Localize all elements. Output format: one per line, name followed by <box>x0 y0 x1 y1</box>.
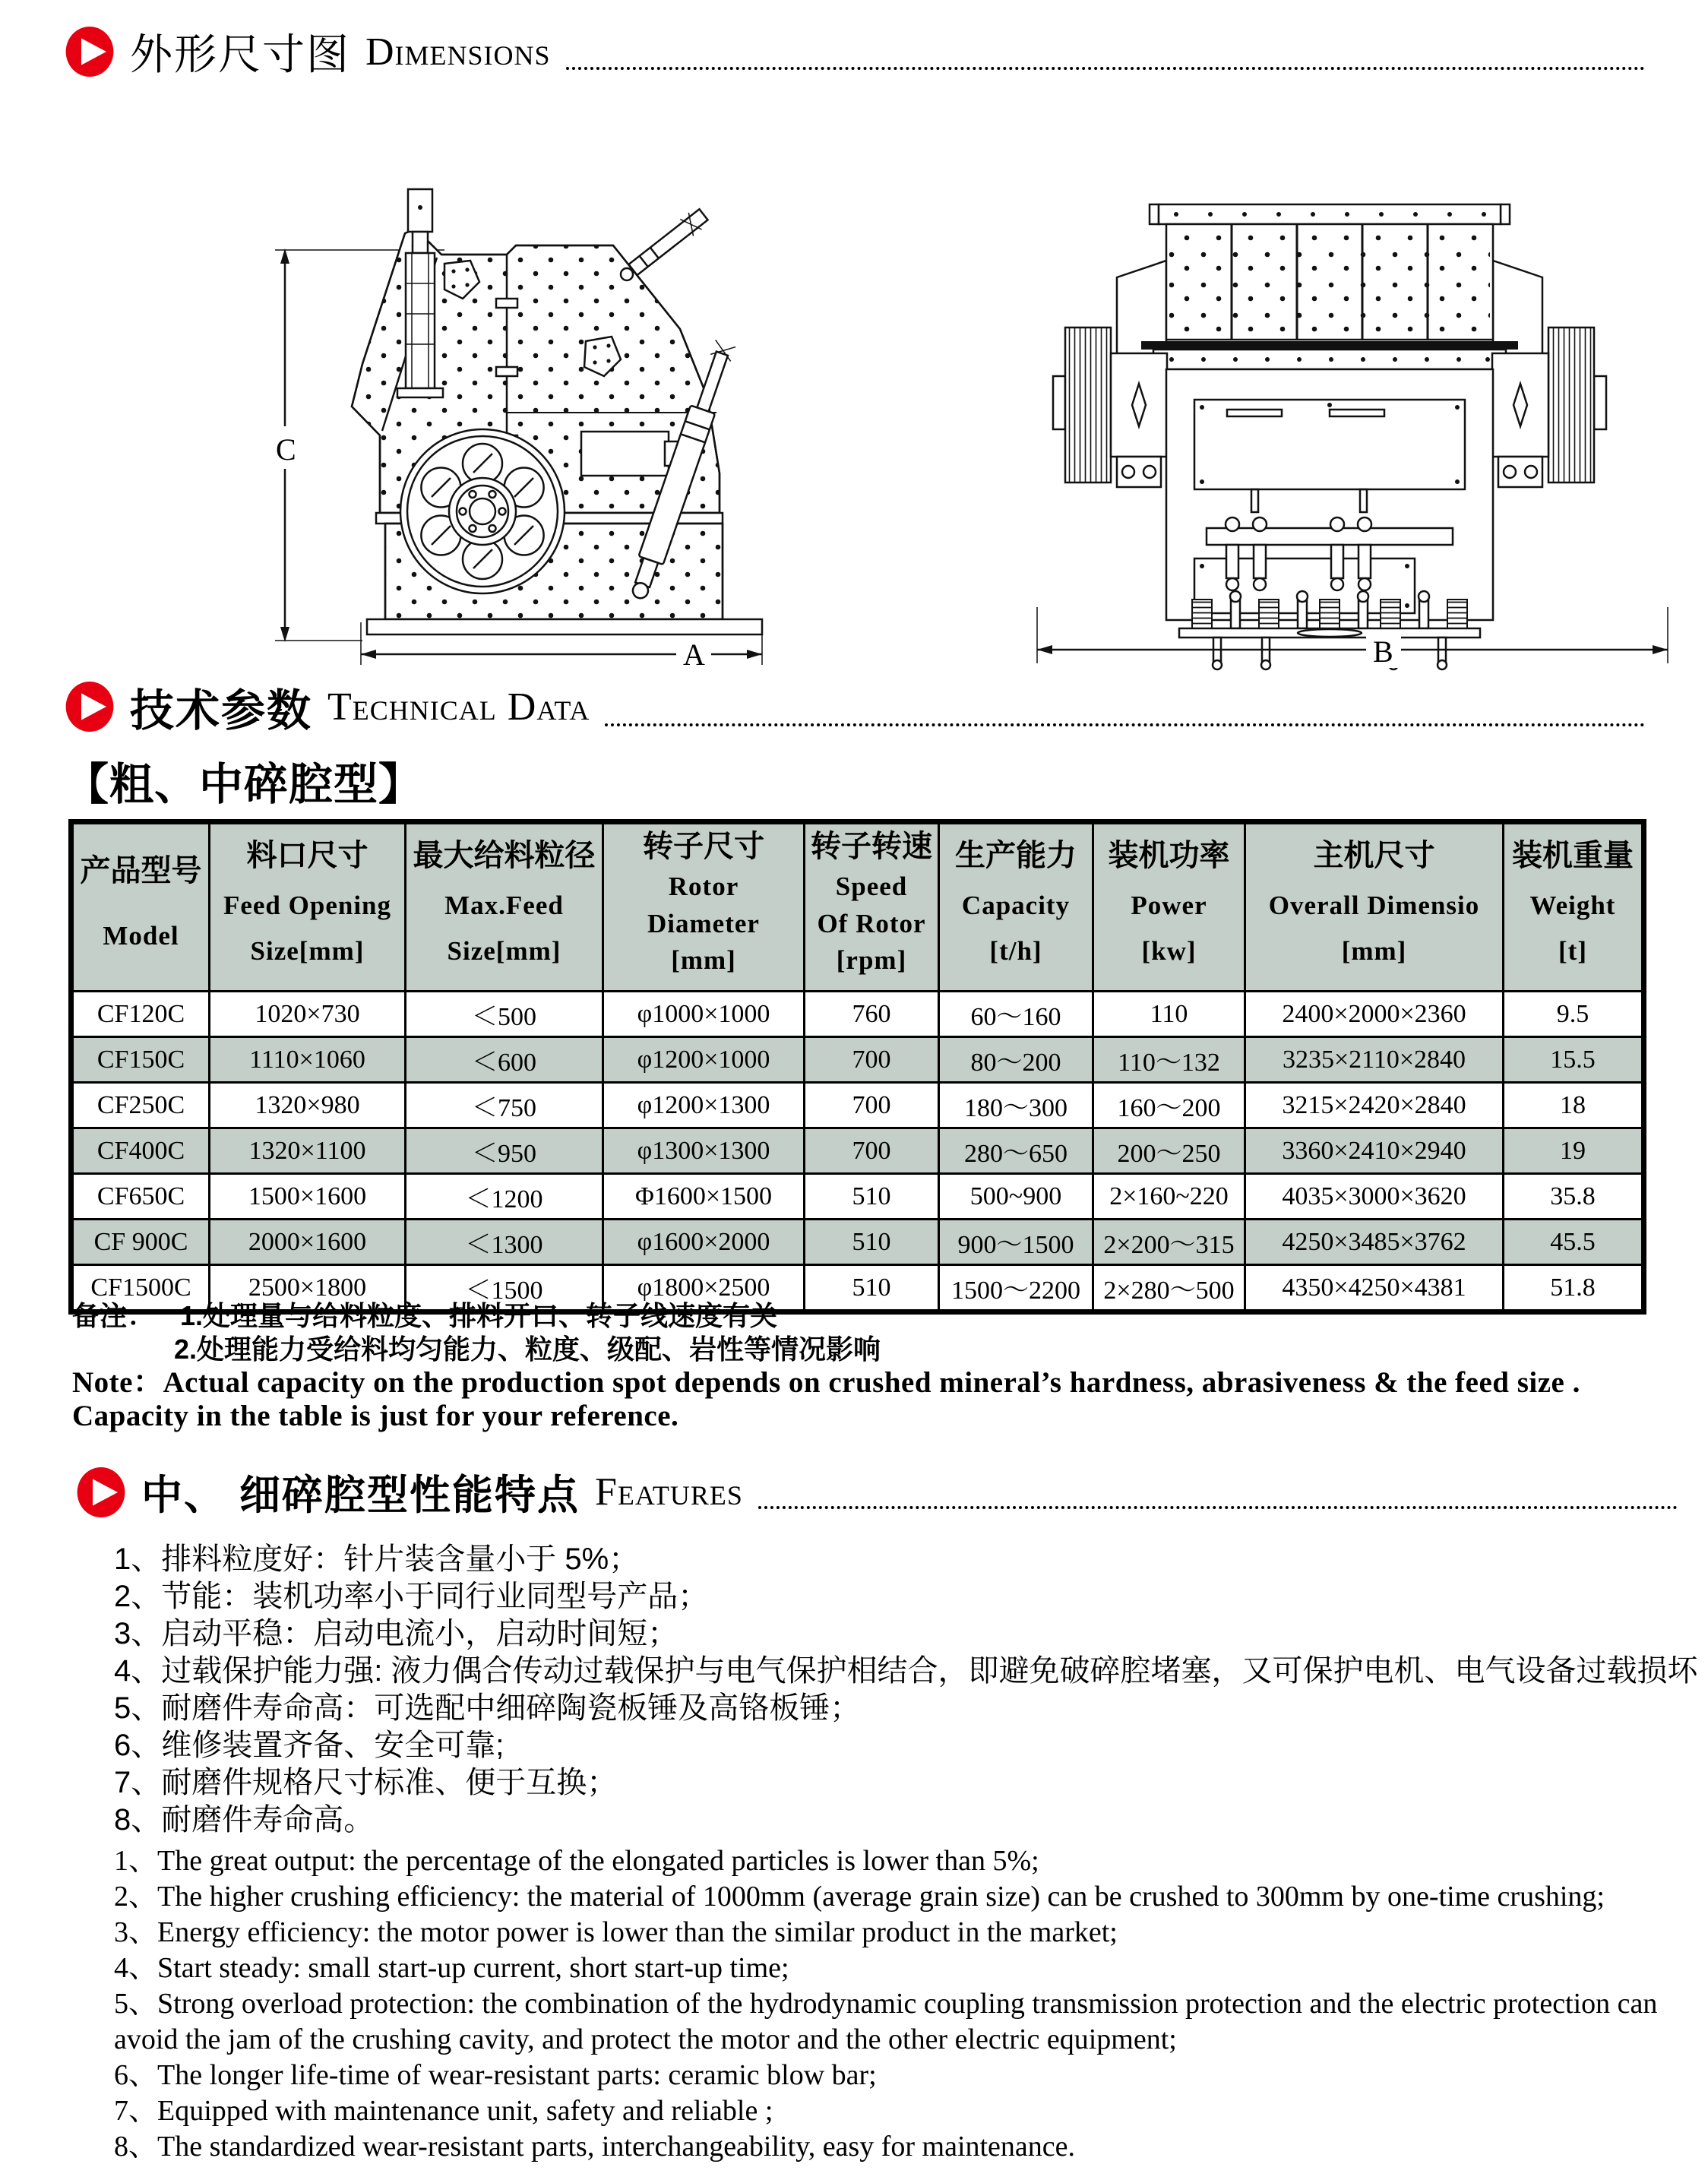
feature-item-en: 4、Start steady: small start-up current, short start-up time; <box>114 1952 789 1984</box>
feature-item-en: 8、The standardized wear-resistant parts, interchangeability, easy for maintenance. <box>114 2131 1076 2163</box>
table-cell: 3360×2410×2940 <box>1245 1128 1504 1174</box>
dim-label-c: C <box>276 432 296 467</box>
play-bullet-icon <box>76 1467 126 1517</box>
table-cell: φ1300×1300 <box>603 1128 805 1174</box>
column-header: 产品型号 Model <box>71 822 210 992</box>
feature-item-en: 5、Strong overload protection: the combination of the hydrodynamic coupling transmission protection and the electric protection can avoid the jam of the crushing cavity, and protect the motor and the other electric equipment; <box>114 1988 1658 2055</box>
table-cell: 1320×980 <box>210 1083 406 1128</box>
feature-item-zh: 4、过载保护能力强: 液力偶合传动过载保护与电气保护相结合，即避免破碎腔堵塞，又可保护电机、电气设备过载损坏 <box>114 1654 1698 1688</box>
side-view-drawing <box>255 185 786 671</box>
table-cell: 500~900 <box>939 1174 1093 1220</box>
table-cell: 60～160 <box>939 992 1093 1037</box>
table-cell: 1500～2200 <box>939 1265 1093 1312</box>
cavity-type-title: 【粗、中碎腔型】 <box>65 760 424 809</box>
table-cell: 510 <box>805 1220 939 1265</box>
table-cell: ＜950 <box>406 1128 603 1174</box>
table-row <box>71 1083 1644 1128</box>
table-cell: 700 <box>805 1128 939 1174</box>
table-cell: 700 <box>805 1083 939 1128</box>
table-cell: 2500×1800 <box>210 1265 406 1312</box>
feature-item-zh: 8、耐磨件寿命高。 <box>114 1803 375 1837</box>
feature-item-en: 1、The great output: the percentage of the elongated particles is lower than 5%; <box>114 1845 1039 1877</box>
notes-block <box>72 1299 1675 1433</box>
table-cell: 18 <box>1504 1083 1644 1128</box>
feature-item-zh: 7、耐磨件规格尺寸标准、便于互换； <box>114 1766 618 1799</box>
table-cell: 2400×2000×2360 <box>1245 992 1504 1037</box>
table-cell: 19 <box>1504 1128 1644 1174</box>
table-cell: 700 <box>805 1037 939 1083</box>
table-cell: 4035×3000×3620 <box>1245 1174 1504 1220</box>
table-row <box>71 1220 1644 1265</box>
table-cell: ＜600 <box>406 1037 603 1083</box>
table-cell: ＜1500 <box>406 1265 603 1312</box>
column-header: 生产能力 Capacity [t/h] <box>939 822 1093 992</box>
table-cell: CF400C <box>71 1128 210 1174</box>
table-cell: φ1000×1000 <box>603 992 805 1037</box>
table-cell: 110 <box>1093 992 1245 1037</box>
table-cell: 180～300 <box>939 1083 1093 1128</box>
table-cell: 51.8 <box>1504 1265 1644 1312</box>
table-row <box>71 992 1644 1037</box>
dimensions-title-en: Dimensions <box>365 30 551 74</box>
dotted-rule <box>758 1506 1678 1509</box>
table-cell: Φ1600×1500 <box>603 1174 805 1220</box>
table-cell: CF250C <box>71 1083 210 1128</box>
note-en-line1: Note：Actual capacity on the production spot depends on crushed mineral’s hardness, abrasiveness & the feed size . <box>72 1366 1580 1399</box>
table-cell: 35.8 <box>1504 1174 1644 1220</box>
table-cell: ＜1300 <box>406 1220 603 1265</box>
play-bullet-icon <box>65 682 115 732</box>
dim-label-b: B <box>1373 634 1393 669</box>
note-en-line2: Capacity in the table is just for your reference. <box>72 1400 679 1432</box>
table-row <box>71 1174 1644 1220</box>
feature-item-en: 7、Equipped with maintenance unit, safety and reliable ; <box>114 2095 773 2127</box>
technical-title-en: Technical Data <box>327 685 590 729</box>
table-cell: 1110×1060 <box>210 1037 406 1083</box>
table-cell: 3215×2420×2840 <box>1245 1083 1504 1128</box>
table-cell: 280～650 <box>939 1128 1093 1174</box>
table-cell: 1020×730 <box>210 992 406 1037</box>
features-title-en: Features <box>595 1470 743 1514</box>
feature-item-en: 2、The higher crushing efficiency: the material of 1000mm (average grain size) can be crushed to 300mm by one-time crushing; <box>114 1881 1605 1913</box>
feature-item-zh: 1、排料粒度好：针片装含量小于 5%； <box>114 1542 640 1576</box>
table-cell: 2×200～315 <box>1093 1220 1245 1265</box>
table-cell: ＜1200 <box>406 1174 603 1220</box>
table-cell: 110～132 <box>1093 1037 1245 1083</box>
table-cell: CF650C <box>71 1174 210 1220</box>
column-header: 转子尺寸 Rotor Diameter [mm] <box>603 822 805 992</box>
feature-item-zh: 5、耐磨件寿命高：可选配中细碎陶瓷板锤及高铬板锤； <box>114 1691 861 1725</box>
feature-item-en: 6、The longer life-time of wear-resistant parts: ceramic blow bar; <box>114 2059 877 2091</box>
column-header: 装机功率 Power [kw] <box>1093 822 1245 992</box>
features-en-list <box>114 1843 1681 2165</box>
table-cell: CF1500C <box>71 1265 210 1312</box>
note-zh-line2: 2.处理能力受给料均匀能力、粒度、级配、岩性等情况影响 <box>174 1334 881 1365</box>
feature-item-zh: 3、启动平稳：启动电流小，启动时间短； <box>114 1617 678 1650</box>
feature-item-en: 3、Energy efficiency: the motor power is lower than the similar product in the market; <box>114 1916 1118 1948</box>
dotted-rule <box>605 723 1645 726</box>
table-cell: 2×280～500 <box>1093 1265 1245 1312</box>
table-cell: CF120C <box>71 992 210 1037</box>
table-cell: 160～200 <box>1093 1083 1245 1128</box>
table-cell: 4350×4250×4381 <box>1245 1265 1504 1312</box>
column-header: 转子转速 Speed Of Rotor [rpm] <box>805 822 939 992</box>
technical-data-table <box>68 819 1646 1315</box>
technical-title-zh: 技术参数 <box>130 686 313 736</box>
table-cell: φ1200×1000 <box>603 1037 805 1083</box>
table-cell: 80～200 <box>939 1037 1093 1083</box>
dimensions-title-zh: 外形尺寸图 <box>130 32 350 79</box>
table-cell: 200～250 <box>1093 1128 1245 1174</box>
table-cell: 760 <box>805 992 939 1037</box>
table-cell: 3235×2110×2840 <box>1245 1037 1504 1083</box>
feature-item-zh: 6、维修装置齐备、安全可靠; <box>114 1729 504 1762</box>
table-cell: ＜500 <box>406 992 603 1037</box>
note-zh-text1: 1.处理量与给料粒度、排料开口、转子线速度有关 <box>180 1300 778 1331</box>
column-header: 装机重量 Weight [t] <box>1504 822 1644 992</box>
table-cell: 1320×1100 <box>210 1128 406 1174</box>
front-view-drawing <box>1003 185 1702 671</box>
column-header: 主机尺寸 Overall Dimensio [mm] <box>1245 822 1504 992</box>
note-label-zh: 备注： <box>72 1300 155 1331</box>
table-body <box>71 992 1644 1312</box>
table-cell: φ1200×1300 <box>603 1083 805 1128</box>
column-header: 料口尺寸 Feed Opening Size[mm] <box>210 822 406 992</box>
table-cell: 45.5 <box>1504 1220 1644 1265</box>
dimensions-header <box>65 21 1645 82</box>
table-row <box>71 1037 1644 1083</box>
table-cell: 15.5 <box>1504 1037 1644 1083</box>
column-header: 最大给料粒径 Max.Feed Size[mm] <box>406 822 603 992</box>
dim-label-a: A <box>683 638 705 671</box>
table-cell: 510 <box>805 1174 939 1220</box>
table-cell: CF 900C <box>71 1220 210 1265</box>
table-cell: ＜750 <box>406 1083 603 1128</box>
table-cell: 2×160~220 <box>1093 1174 1245 1220</box>
features-title-zh: 中、 细碎腔型性能特点 <box>141 1473 580 1518</box>
note-zh-line1 <box>72 1299 1675 1333</box>
table-cell: 2000×1600 <box>210 1220 406 1265</box>
play-bullet-icon <box>65 27 115 77</box>
table-cell: 900～1500 <box>939 1220 1093 1265</box>
feature-item-zh: 2、节能：装机功率小于同行业同型号产品； <box>114 1580 709 1613</box>
table-cell: φ1800×2500 <box>603 1265 805 1312</box>
features-header <box>76 1463 1678 1521</box>
table-cell: 510 <box>805 1265 939 1312</box>
technical-data-header <box>65 675 1645 739</box>
table-row <box>71 1128 1644 1174</box>
table-cell: CF150C <box>71 1037 210 1083</box>
dotted-rule <box>566 67 1645 70</box>
table-cell: 4250×3485×3762 <box>1245 1220 1504 1265</box>
table-header-row <box>71 822 1644 992</box>
table-cell: φ1600×2000 <box>603 1220 805 1265</box>
features-zh-list <box>114 1541 1708 1839</box>
table-cell: 1500×1600 <box>210 1174 406 1220</box>
table-cell: 9.5 <box>1504 992 1644 1037</box>
